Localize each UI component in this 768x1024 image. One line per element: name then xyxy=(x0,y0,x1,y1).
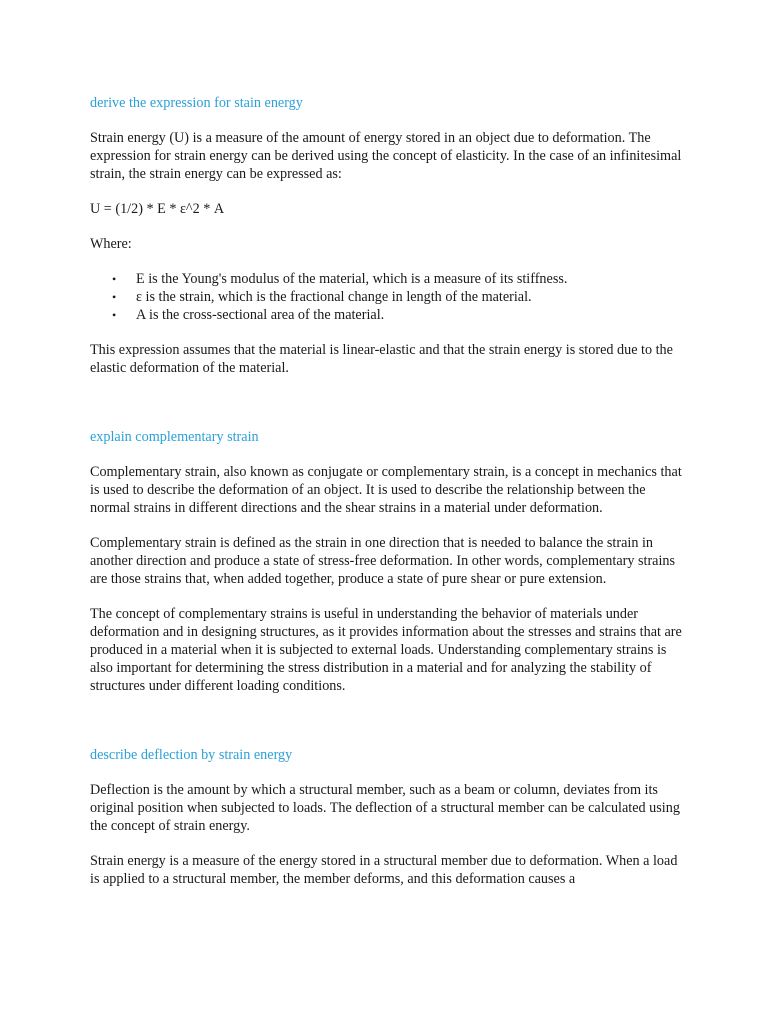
paragraph: This expression assumes that the material is linear-elastic and that the strain energy is stored due to the elastic deformation of the material. xyxy=(90,342,673,376)
list-item-text: ε is the strain, which is the fractional change in length of the material. xyxy=(136,289,532,305)
list-item-text: E is the Young's modulus of the material, which is a measure of its stiffness. xyxy=(136,271,568,287)
bullet-list xyxy=(90,270,682,324)
paragraph: Strain energy is a measure of the energy stored in a structural member due to deformation. When a load is applied to a structural member, the member deforms, and this deformation causes a xyxy=(90,853,678,887)
list-item xyxy=(112,270,682,288)
paragraph: Complementary strain is defined as the strain in one direction that is needed to balance the strain in another direction and produce a state of stress-free deformation. In other words, complementary strains are those strains that, when added together, produce a state of pure shear or pure extension. xyxy=(90,535,676,587)
section-heading: describe deflection by strain energy xyxy=(90,747,293,763)
paragraph: Deflection is the amount by which a structural member, such as a beam or column, deviates from its original position when subjected to loads. The deflection of a structural member can be calculated using the concept of strain energy. xyxy=(90,782,680,834)
list-item xyxy=(112,306,682,324)
paragraph: The concept of complementary strains is useful in understanding the behavior of materials under deformation and in designing structures, as it provides information about the stresses and strains that are produced in a material when it is subjected to external loads. Understanding complementary strains is also important for determining the stress distribution in a material and for analyzing the stability of structures under different loading conditions. xyxy=(90,606,682,694)
bullet-icon: • xyxy=(112,272,117,286)
equation: U = (1/2) * E * ε^2 * A xyxy=(90,201,225,217)
paragraph: Complementary strain, also known as conjugate or complementary strain, is a concept in mechanics that is used to describe the deformation of an object. It is used to describe the relationship between the normal strains in different directions and the shear strains in a material under deformation. xyxy=(90,464,682,516)
document-page xyxy=(90,94,682,905)
section-strain-energy xyxy=(90,94,682,377)
paragraph: Strain energy (U) is a measure of the amount of energy stored in an object due to deformation. The expression for strain energy can be derived using the concept of elasticity. In the case of an infinitesimal strain, the strain energy can be expressed as: xyxy=(90,130,682,182)
section-heading: derive the expression for stain energy xyxy=(90,95,303,111)
paragraph-where: Where: xyxy=(90,236,132,252)
section-spacer xyxy=(90,712,682,746)
list-item-text: A is the cross-sectional area of the material. xyxy=(136,307,385,323)
section-spacer xyxy=(90,394,682,428)
bullet-icon: • xyxy=(112,308,117,322)
bullet-icon: • xyxy=(112,290,117,304)
section-complementary-strain xyxy=(90,428,682,695)
section-heading: explain complementary strain xyxy=(90,429,259,445)
section-deflection xyxy=(90,746,682,888)
list-item xyxy=(112,288,682,306)
